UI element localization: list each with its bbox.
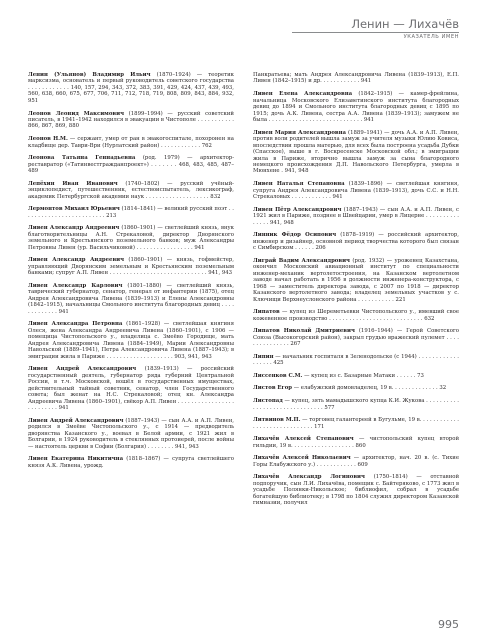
index-entry: [28, 181, 234, 200]
index-entry: [28, 257, 234, 276]
index-entry: [253, 436, 459, 449]
index-entry-text: (1861–1928) — светлейшая княгиня Олеся, жена Александра Андреевича Ливена (1860–1901), с 1906 — помещица Чистопольского у., владелица с. Змеёво Городище, мать Андрея Александровича Ливена (1884–1949), Марии Александровны Навольской (1889–1941), Петра Александровича Ливена (1887–1943); в эмиграции жила в Париже . . . . . . . . . . . . . . . . . . . . 903, 941, 943: [28, 321, 234, 360]
index-entry-text: — архитектор, нач. 20 в. (с. Тихие Горы Елабужского у.) . . . . . . . . . . . . 609: [253, 455, 460, 468]
index-entry: [253, 354, 459, 367]
index-entry-text: — купец, зять мамадышского купца К.И. Жукова . . . . . . . . . . . . . . . . . . . . . . . . . . . . . . . 577: [253, 398, 459, 411]
page-header: [0, 0, 487, 52]
index-entry-name: Листопад: [253, 398, 283, 405]
index-entry-text: Панкратьева; мать Андрея Александровича Ливена (1839–1913), Е.П. Ливен (1842–1915) и др. . . . . . . . . . . . 941: [253, 72, 459, 85]
index-entry: [28, 206, 234, 219]
index-entry-text: (род. 1979) — архитектор-реставратор («Татинвестгражданпроект») . . . . . . . 468, 483, 485, 487–489: [28, 155, 235, 175]
index-entry: [253, 258, 459, 303]
index-entry-name: Липатов Николай Дмитриевич: [253, 328, 355, 335]
index-entry-text: (1740–1802) — русский учёный-энциклопедист, путешественник, естествоиспытатель, лексикограф, академик Петербургской академии наук . . . . . . . . . . . . . . . . . . . 832: [28, 180, 234, 200]
index-entry: [253, 385, 459, 391]
index-column-right: [253, 72, 459, 513]
index-entry-text: (1899–1994) — русский советский писатель, в 1941–1942 находился в эвакуации в Чистополе . . . . . . . . . . . 866, 867, 869, 880: [28, 110, 234, 130]
index-entry: [28, 155, 234, 174]
index-entry: [28, 136, 234, 149]
index-entry: [28, 225, 234, 251]
index-entry: [253, 373, 459, 379]
index-entry-text: (1801–1880) — светлейший князь, таврический губернатор, сенатор, генерал от инфантерии (1875), отец Андрея Александровича Ливена (1839–1913) и Елены Александровны (1842–1915), начальницы Смольного института благородных девиц . . . . . . . . . . . . . 941: [28, 282, 234, 315]
index-entry-name: Ливен Андрей Александрович: [28, 417, 124, 424]
index-entry-text: (1860–1901) — светлейший князь, внук благотворительницы А.Н. Стрекаловой, директор Дворянского земельного и Крестьянского поземельного банков; муж Александры Петровны Ливен (ур. Васильчиковой) . . . . . . . . . . . . . . . . . 941: [28, 225, 235, 251]
index-column-left: [28, 72, 234, 475]
index-entry-text: — сержант, умер от ран в эвакогоспитале, похоронен на кладбище дер. Таври-Ври (Нурлатский район) . . . . . . . . . . . . 762: [28, 136, 234, 149]
index-entry-text: (1842–1915) — камер-фрейлина, начальница Московского Елизаветинского института благородных девиц до 1894 и Смольного института благородных девиц с 1895 по 1915; дочь А.К. Ливена, сестра А.А. Ливена (1839–1913); замужем не была . . . . . . . . . . . . . . . . . . . . . . . . . . . . 941: [253, 91, 459, 123]
index-entry: [253, 398, 459, 411]
index-entry-name: Литвинов М.П.: [253, 417, 301, 424]
index-entry: [253, 417, 459, 430]
index-entry: [253, 130, 459, 175]
index-entry-name: Лихачёв Алексей Николаевич: [253, 455, 351, 462]
index-entry: [28, 72, 234, 104]
index-entry-name: Лихачёв Алексей Степанович: [253, 436, 354, 443]
index-entry: [28, 418, 234, 450]
index-entry-name: Ливен Пётр Александрович: [253, 206, 342, 213]
index-entry: [28, 321, 234, 360]
index-entry-text: (1750–1814) — отставной подпоручик, сын Л.И. Лихачёва, помещик с. Байтеряково, с 1773 жил в усадьбе Полянки-Никольское; библиофил, собрал в усадьбе богатейшую библиотеку; в 1798 по 1804 служил директором Казанской гимназии, получил: [253, 474, 459, 507]
index-entry-text: (1916–1944) — Герой Советского Союза (Высокогорский район), закрыл грудью вражеский пулемет . . . . . . . . . . . . . . . 267: [253, 328, 459, 348]
index-entry: [253, 207, 459, 226]
index-entry-name: Ливен Екатерина Никитична: [28, 456, 124, 463]
index-entry-name: Ливен Александр Карлович: [28, 282, 123, 289]
index-entry-name: Ливен Наталья Степановна: [253, 181, 345, 188]
index-entry-text: — купец из Шереметьевки Чистопольского у., имевший свое кожевенное производство . . . . . . . . . . . . . . . . . . . . . . . . . . . . 632: [253, 309, 459, 322]
index-entry-text: (1839–1913) — российский государственный деятель, губернатор ряда губерний Центральной России, в т.ч. Московской, вошёл в государственных имуществах, действительный тайный советник, сенатор, член Государственного совета; был женат на Н.С. Стрекаловой; отец кн. Александра Андреевича Ливена (1860–1901), свёкор А.П. Ливен . . . . . . . . . . . . . . . . . . . . . . . . . . 941: [28, 366, 234, 412]
index-entry-text: (1870–1924) — теоретик марксизма, основатель и первый руководитель советского государства . . . . . . . . . . . . 140, 157, 294, 343, 372, 383, 391, 429, 424, 437, 439, 493, 560, 638, 660, 675, 677, 706, 711, 712, 718, 719, 808, 809, 843, 884, 932, 951: [28, 72, 234, 104]
index-entry: [28, 111, 234, 130]
index-entry-name: Липатов: [253, 309, 280, 316]
index-entry-text: (1887–1943) — сын А.А. и А.П. Ливен, с 1921 жил в Париже, позднее в Швейцарии, умер в Лицерне . . . . . . . . . . . . . . . 941, 948: [253, 206, 459, 226]
index-entry-name: Ливен Андрей Александрович: [28, 366, 137, 373]
index-entry-name: Ливен Елена Александровна: [253, 91, 353, 98]
index-entry: [28, 456, 234, 469]
index-entry-text: — начальник госпиталя в Зеленодольске (с 1944) . . . . . . . . . . . . . . . . . . 425: [253, 353, 459, 367]
index-entry-text: (1889–1941) — дочь А.А. и А.П. Ливен, против воли родителей вышла замуж за учителя музыки Юлию Ковиса, впоследствии прошла матерью, для всех была построена усадьба Дубки (Спасское), выше в г. Воскресенске Московской обл.; в эмиграции жила в Париже, вторично вышла замуж за сына благородного немецкого происхождения Д.П. Навольского Петербурга, умерла в Мюнхене . 941, 948: [253, 129, 459, 175]
index-entry-name: Линник Фёдор Осипович: [253, 232, 337, 239]
section-label: УКАЗАТЕЛЬ ИМЕН: [403, 34, 459, 40]
index-entry-name: Лепёхин Иван Иванович: [28, 180, 118, 187]
index-entry-name: Лермонтов Михаил Юрьевич: [28, 206, 120, 213]
index-entry-name: Ливен Мария Александровна: [253, 129, 347, 136]
index-entry-text: (1818–1867) — супруга светлейшего князя А.К. Ливена, урожд.: [28, 456, 234, 469]
header-rule: [292, 32, 459, 33]
index-entry: [28, 283, 234, 315]
running-title: Ленин — Лихачёв: [351, 17, 459, 31]
index-entry-text: (1814–1841) — великий русский поэт . . . . . . . . . . . . . . . . . . . . . . . . . 213: [28, 206, 234, 219]
index-entry-text: — чистопольский купец второй гильдии, 19 в. . . . . . . . . . . . . . . . . . . 860: [253, 436, 460, 449]
index-entry: [28, 366, 234, 411]
index-entry: [253, 91, 459, 123]
page-number: 995: [438, 618, 459, 631]
index-entry-name: Леонов Н.М.: [28, 136, 68, 143]
index-entry: [253, 474, 459, 506]
index-entry-text: (1887–1943) — сын А.А. и А.П. Ливен, родился в Змеёве Чистопольского у., с 1914 — предводитель дворянства Казанского у., воевал в Белой армии, с 1921 жил в Болгарии, в 1924 руководитель в стеклянных протоиерей, после войны — настоятель церкви в Софии (Болгария) . . . . . . . . 941, 943: [28, 417, 234, 450]
index-entry-name: Ливен Александр Андреевич: [28, 257, 125, 264]
index-entry-text: (1878–1919) — российский архитектор, инженер и дизайнер, основной период творчества которого был связан с Симбирском . . . . . . 206: [253, 232, 459, 252]
index-entry-name: Лихачёв Александр Логинович: [253, 474, 365, 481]
index-entry-text: (1860–1901) — князь, гофмейстер, управляющий Дворянским земельным и Крестьянским поземельным банками; супруг А.П. Ливен . . . . . . . . . . . . . . . . . . . . . . . . . . . . . 941, 943: [28, 257, 234, 277]
index-entry-name: Лиссенков С.М.: [253, 372, 303, 379]
index-entry-text: — купец из с. Базарные Матаки . . . . . . 73: [302, 372, 424, 379]
index-entry: [253, 181, 459, 200]
index-entry-text: (1839–1896) — светлейшая княгиня, супруга Андрея Александровича Ливена (1839–1913), дочь С.С. и Н.Н. Стрекаловых . . . . . . . . . . . . 941: [253, 181, 459, 201]
index-entry-name: Ленин (Ульянов) Владимир Ильич: [28, 72, 151, 78]
index-entry: [253, 232, 459, 251]
index-entry-text: — елабужский домовладелец, 19 в. . . . . . . . . . . . . . 32: [292, 385, 447, 392]
index-entry-name: Листов Егор: [253, 385, 293, 392]
index-entry-name: Леонова Татьяна Геннадьевна: [28, 155, 136, 162]
index-entry-name: Ливен Александр Андреевич: [28, 225, 120, 232]
index-entry-name: Лиграй Вадим Александрович: [253, 257, 350, 264]
index-entry: [253, 309, 459, 322]
index-entry-text: — торговец галантереей в Бугульме, 19 в. . . . . . . . . . . . . . . . . . . . . . . . . . . . . . 171: [253, 417, 459, 430]
index-entry-name: Леонов Леонид Максимович: [28, 110, 124, 117]
index-entry: [253, 72, 459, 85]
index-entry-name: Ливен Александра Петровна: [28, 321, 123, 328]
index-entry-name: Липин: [253, 353, 274, 360]
index-entry: [253, 328, 459, 347]
index-entry-text: (род. 1932) — уроженец Казахстана, окончил Московский авиационный институт по специальности инженер-механик вертолетостроения, на Казанском вертолетном заводе начал работать в 1956 в должности инженера-конструктора, с 1968 — заместитель директора завода, с 2007 по 1918 — директор Казанского вертолетного завода; владелец земельных участков у с. Ключищи Верхнеуслонского района . . . . . . . . . . . 221: [253, 257, 460, 303]
index-entry: [253, 455, 459, 468]
